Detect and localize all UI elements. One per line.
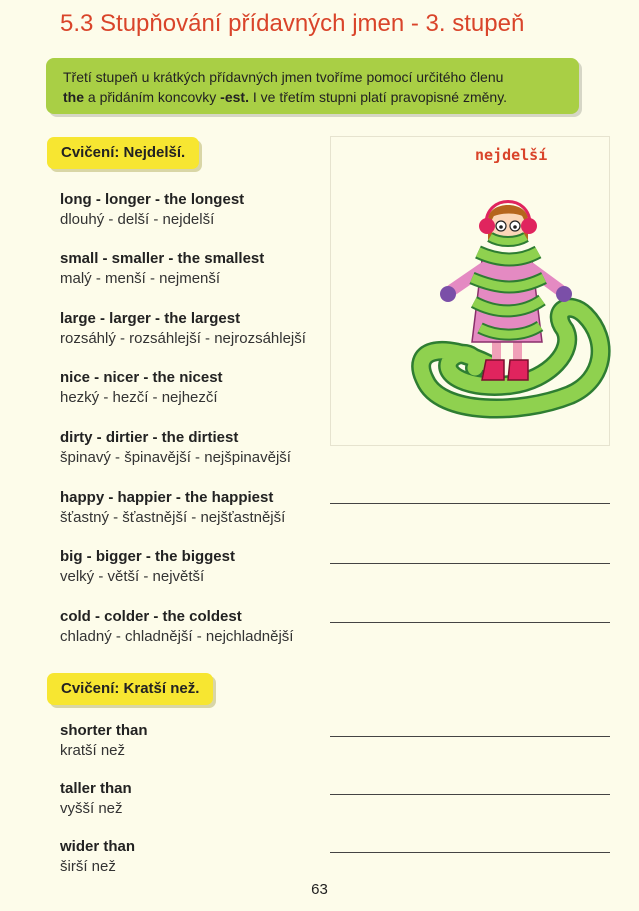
czech-form: rozsáhlý - rozsáhlejší - nejrozsáhlejší <box>60 330 306 347</box>
rule-text-2: I ve třetím stupni platí pravopisné změny. <box>248 89 508 105</box>
list-item <box>60 547 235 587</box>
czech-form: velký - větší - největší <box>60 568 205 585</box>
rule-keyword-the: the <box>63 89 84 105</box>
english-form: small - smaller - the smallest <box>60 250 265 267</box>
czech-form: dlouhý - delší - nejdelší <box>60 211 215 228</box>
english-form: cold - colder - the coldest <box>60 608 242 625</box>
czech-form: kratší než <box>60 742 126 759</box>
answer-line-happy[interactable] <box>330 503 610 504</box>
english-form: large - larger - the largest <box>60 310 241 327</box>
english-form: dirty - dirtier - the dirtiest <box>60 429 239 446</box>
rule-text-1: a přidáním koncovky <box>84 89 221 105</box>
czech-form: chladný - chladnější - nejchladnější <box>60 628 294 645</box>
list-item <box>60 488 285 528</box>
exercise-label-shorter-than: Cvičení: Kratší než. <box>47 673 213 705</box>
list-item <box>60 249 264 289</box>
list-item <box>60 309 306 349</box>
rule-box <box>46 58 579 114</box>
rule-line-2 <box>63 87 565 107</box>
english-form: shorter than <box>60 722 148 739</box>
answer-line-shorter[interactable] <box>330 736 610 737</box>
english-form: taller than <box>60 780 132 797</box>
rule-keyword-est: -est. <box>220 89 249 105</box>
answer-line-taller[interactable] <box>330 794 610 795</box>
czech-form: hezký - hezčí - nejhezčí <box>60 389 218 406</box>
list-item <box>60 779 132 819</box>
english-form: big - bigger - the biggest <box>60 548 235 565</box>
answer-line-wider[interactable] <box>330 852 610 853</box>
czech-form: špinavý - špinavější - nejšpinavější <box>60 449 291 466</box>
list-item <box>60 607 293 647</box>
rule-line-1: Třetí stupeň u krátkých přídavných jmen tvoříme pomocí určitého členu <box>63 69 504 85</box>
exercise-label-longest: Cvičení: Nejdelší. <box>47 137 199 169</box>
list-item <box>60 721 148 761</box>
list-item <box>60 190 244 230</box>
english-form: happy - happier - the happiest <box>60 489 274 506</box>
czech-form: malý - menší - nejmenší <box>60 270 221 287</box>
list-item <box>60 368 223 408</box>
english-form: wider than <box>60 838 136 855</box>
list-item <box>60 428 291 468</box>
czech-form: šťastný - šťastnější - nejšťastnější <box>60 509 286 526</box>
page-number: 63 <box>311 881 328 898</box>
czech-form: širší než <box>60 858 116 875</box>
answer-line-big[interactable] <box>330 563 610 564</box>
answer-line-cold[interactable] <box>330 622 610 623</box>
list-item <box>60 837 135 877</box>
english-form: nice - nicer - the nicest <box>60 369 223 386</box>
english-form: long - longer - the longest <box>60 191 245 208</box>
page-title: 5.3 Stupňování přídavných jmen - 3. stupeň <box>60 10 525 37</box>
czech-form: vyšší než <box>60 800 123 817</box>
girl-with-scarf-illustration <box>400 190 615 430</box>
example-answer: nejdelší <box>475 146 548 164</box>
